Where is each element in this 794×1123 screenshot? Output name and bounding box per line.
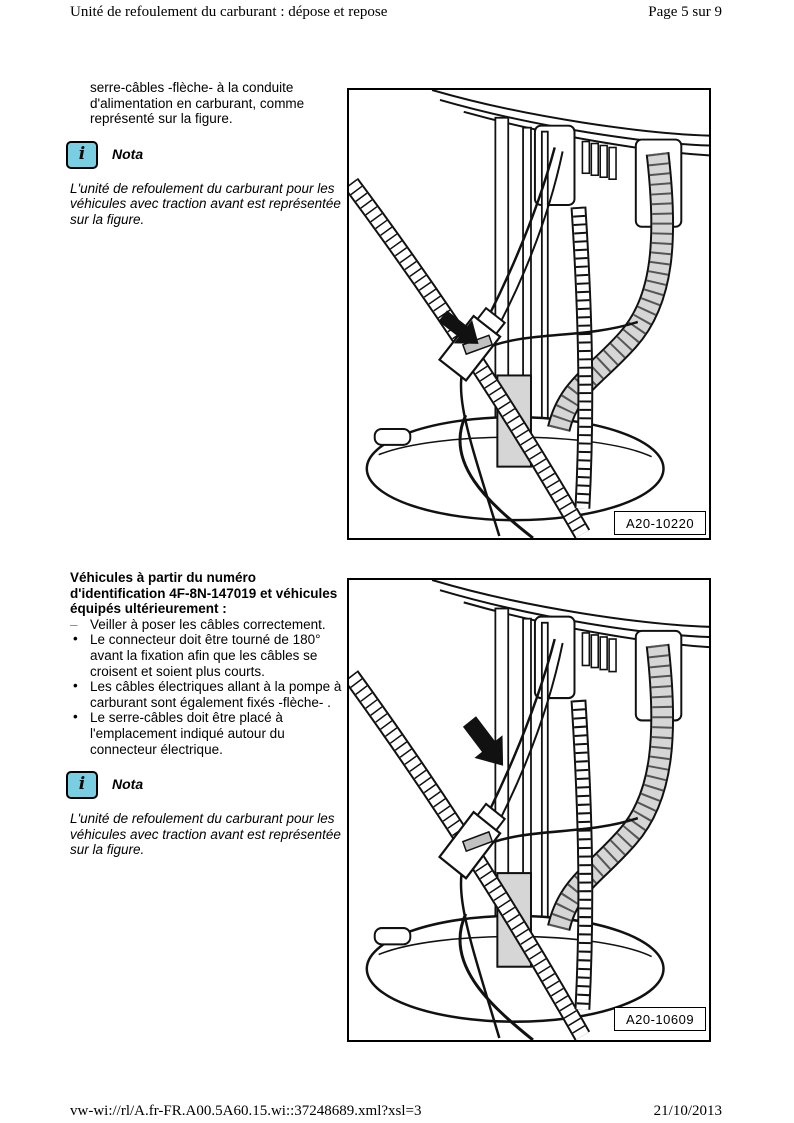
nota-row (66, 141, 344, 169)
nota-row (66, 771, 344, 799)
nota-label: Nota (112, 776, 144, 793)
info-icon: i (66, 141, 98, 169)
section-vehicles-text (70, 570, 344, 858)
document-path: vw-wi://rl/A.fr-FR.A00.5A60.15.wi::37248689.xml?xsl=3 (70, 1103, 422, 1119)
section-top-text (70, 80, 344, 228)
figure-fuel-delivery-unit-2 (347, 578, 711, 1042)
bullet-item: • Le connecteur doit être tourné de 180° avant la fixation afin que les câbles se croisent et soient plus courts. (70, 632, 344, 679)
paragraph-continuation: serre-câbles -flèche- à la conduite d'alimentation en carburant, comme représenté sur la figure. (90, 80, 305, 127)
info-icon: i (66, 771, 98, 799)
nota-text: L'unité de refoulement du carburant pour les véhicules avec traction avant est représentée sur la figure. (70, 180, 341, 227)
document-date: 21/10/2013 (653, 1103, 722, 1119)
page-title: Unité de refoulement du carburant : dépose et repose (70, 4, 388, 20)
figure-reference-label: A20-10609 (614, 1007, 706, 1031)
nota-text: L'unité de refoulement du carburant pour les véhicules avec traction avant est représentée sur la figure. (70, 811, 341, 858)
dash-list-item: – Veiller à poser les câbles correctement. (70, 617, 344, 633)
figure-reference-label: A20-10220 (614, 511, 706, 535)
technical-illustration (349, 90, 709, 538)
section-heading: Véhicules à partir du numéro d'identification 4F-8N-147019 et véhicules équipés ultérieurement : (70, 570, 338, 617)
nota-label: Nota (112, 145, 144, 162)
bullet-item: • Le serre-câbles doit être placé à l'emplacement indiqué autour du connecteur électrique. (70, 710, 344, 757)
technical-illustration (349, 580, 709, 1040)
page-number: Page 5 sur 9 (648, 4, 722, 20)
figure-fuel-delivery-unit-1 (347, 88, 711, 540)
bullet-item: • Les câbles électriques allant à la pompe à carburant sont également fixés -flèche- . (70, 679, 344, 710)
